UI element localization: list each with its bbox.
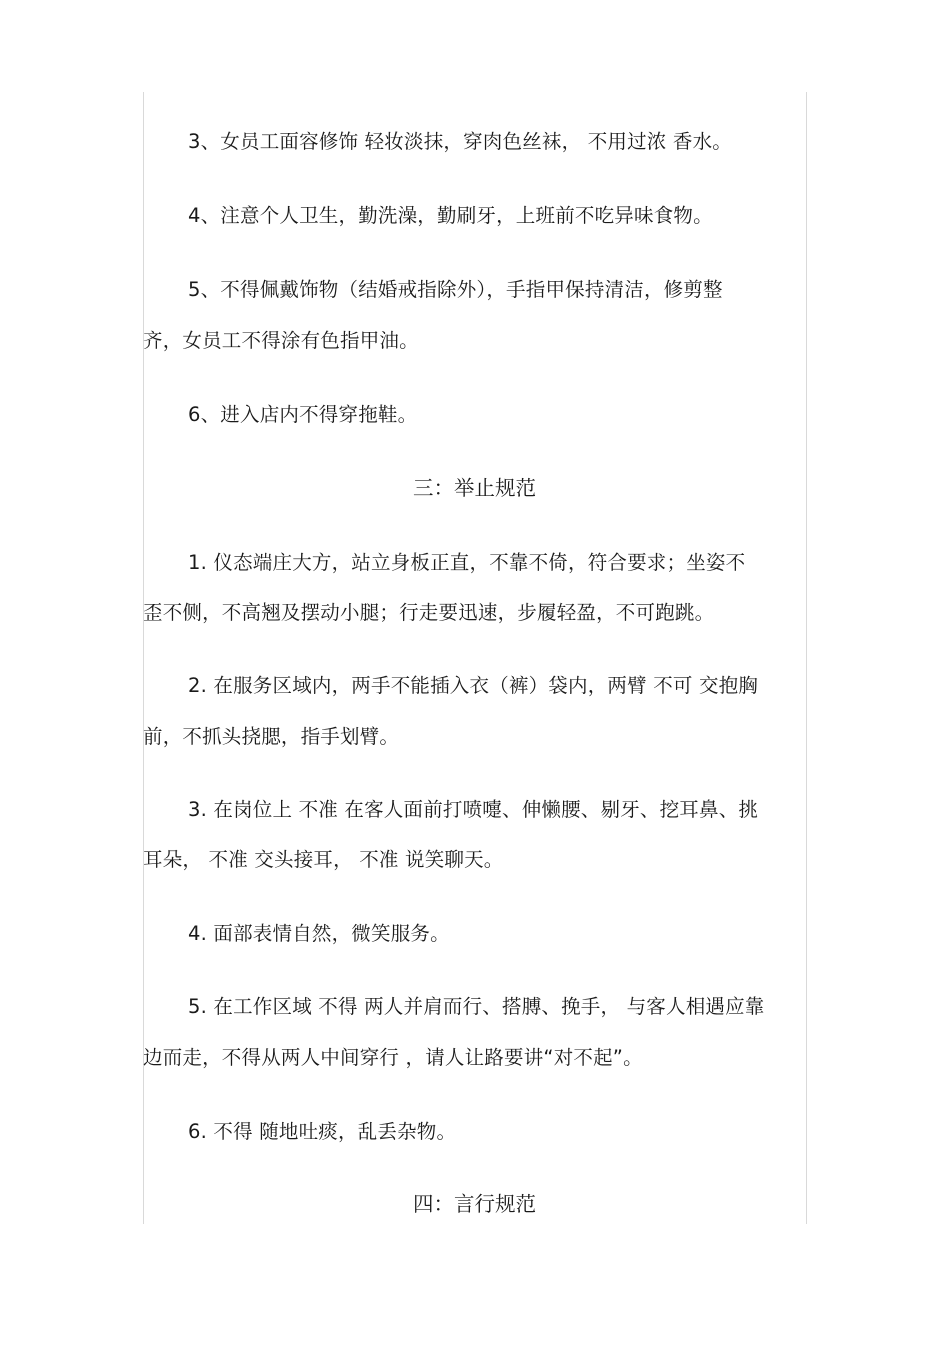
paragraph-line: 边而走，不得从两人中间穿行 ，请人让路要讲“对不起”。 bbox=[143, 1046, 643, 1069]
paragraph-line: 1. 仪态端庄大方，站立身板正直，不靠不倚，符合要求；坐姿不 bbox=[188, 551, 746, 574]
paragraph-line: 6. 不得 随地吐痰，乱丢杂物。 bbox=[188, 1120, 457, 1143]
paragraph-line: 6、进入店内不得穿拖鞋。 bbox=[188, 403, 418, 426]
paragraph-line: 歪不侧，不高翘及摆动小腿；行走要迅速，步履轻盈，不可跑跳。 bbox=[143, 601, 715, 624]
paragraph-line: 齐，女员工不得涂有色指甲油。 bbox=[143, 329, 419, 352]
paragraph-line: 5. 在工作区域 不得 两人并肩而行、搭膊、挽手， 与客人相遇应靠 bbox=[188, 995, 765, 1018]
paragraph-line: 5、不得佩戴饰物（结婚戒指除外），手指甲保持清洁，修剪整 bbox=[188, 278, 723, 301]
paragraph-line: 3、女员工面容修饰 轻妆淡抹，穿肉色丝袜， 不用过浓 香水。 bbox=[188, 130, 733, 153]
paragraph-line: 2. 在服务区域内，两手不能插入衣（裤）袋内，两臂 不可 交抱胸 bbox=[188, 674, 759, 697]
paragraph-line: 耳朵， 不准 交头接耳， 不准 说笑聊天。 bbox=[143, 848, 504, 871]
section-heading: 三：举止规范 bbox=[413, 476, 536, 500]
paragraph-line: 前，不抓头挠腮，指手划臂。 bbox=[143, 725, 400, 748]
right-margin-rule bbox=[806, 92, 807, 1224]
paragraph-line: 4、注意个人卫生，勤洗澡，勤刷牙，上班前不吃异味食物。 bbox=[188, 204, 713, 227]
paragraph-line: 4. 面部表情自然，微笑服务。 bbox=[188, 922, 450, 945]
paragraph-line: 3. 在岗位上 不准 在客人面前打喷嚏、伸懒腰、剔牙、挖耳鼻、挑 bbox=[188, 798, 759, 821]
section-heading: 四：言行规范 bbox=[413, 1192, 536, 1216]
